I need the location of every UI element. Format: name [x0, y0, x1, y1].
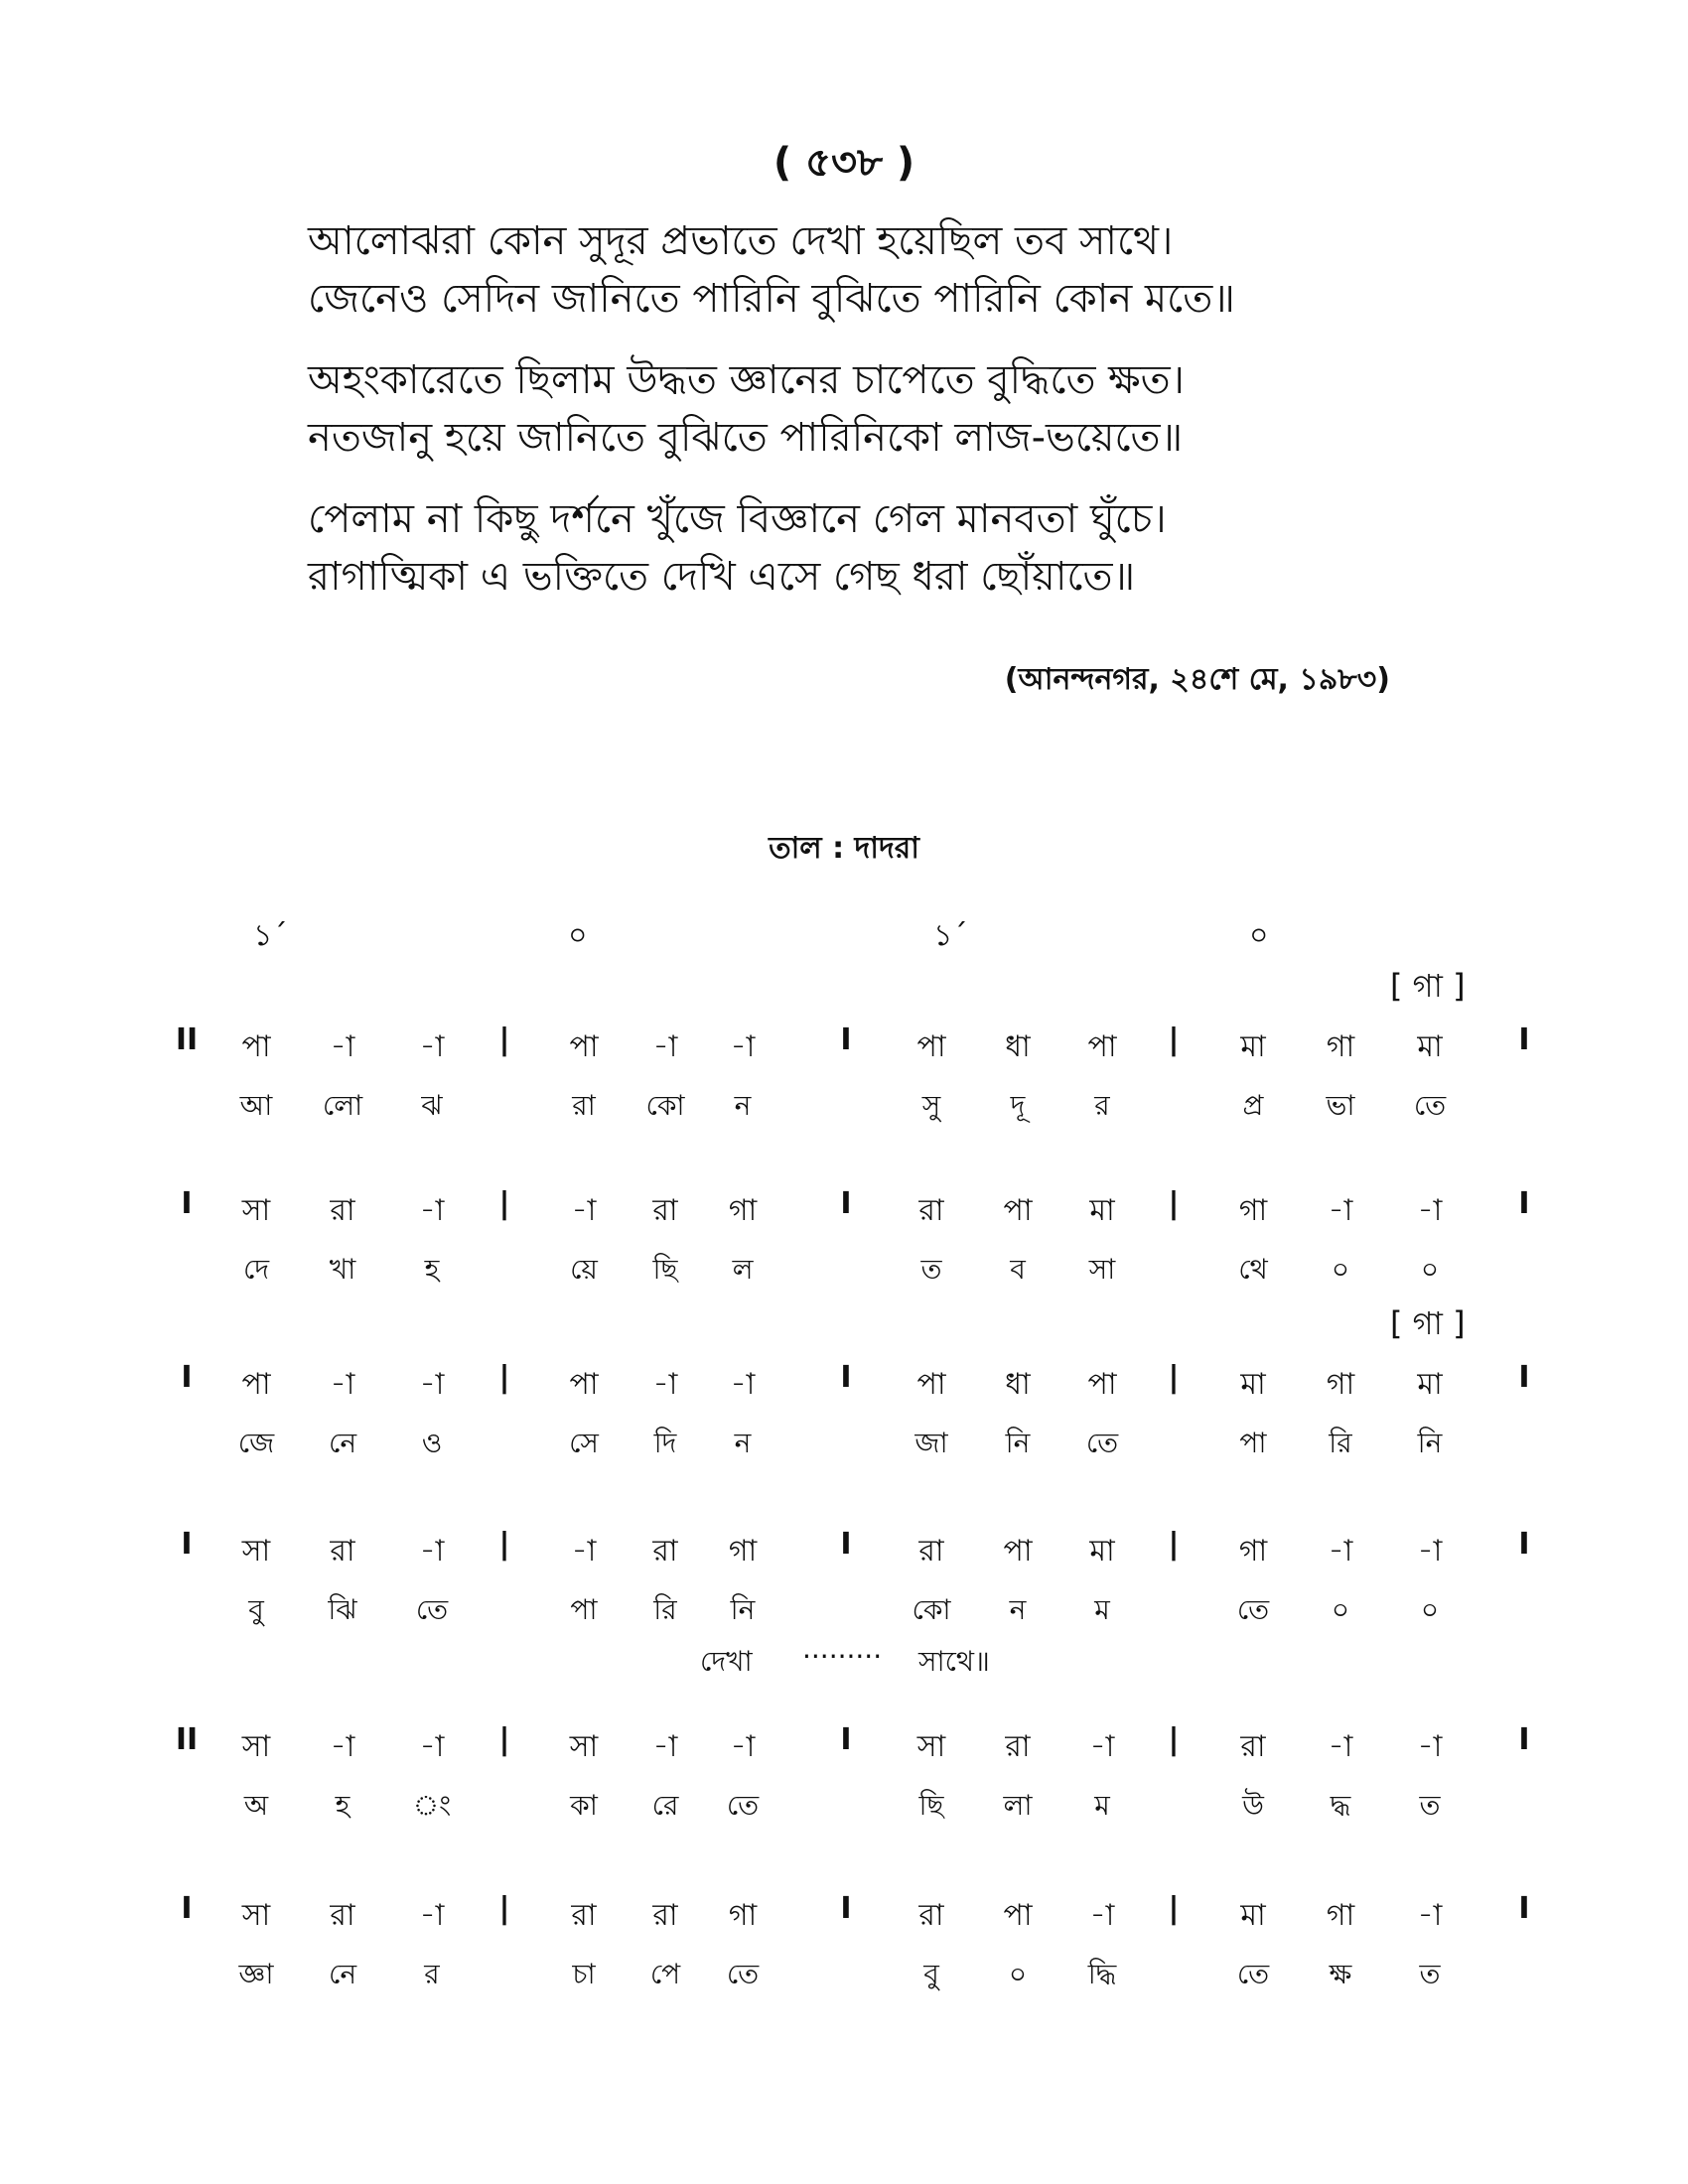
swara-note: গা — [1238, 1193, 1268, 1228]
swara-note: সা — [241, 1534, 271, 1569]
bar-line: I — [840, 1023, 852, 1057]
swara-note: গা — [1326, 1367, 1355, 1402]
beat-separator: | — [1168, 1186, 1180, 1221]
lyric-syllable: ন — [1009, 1593, 1027, 1626]
lyric-line: নতজানু হয়ে জানিতে বুঝিতে পারিনিকো লাজ-ভয়েতে॥ — [308, 415, 1184, 461]
bar-line: I — [840, 1891, 852, 1926]
swara-note: গা — [1238, 1534, 1268, 1569]
lyric-syllable: অ — [243, 1789, 269, 1822]
swara-note: -া — [419, 1534, 445, 1569]
bar-line: I — [840, 1527, 852, 1562]
lyric-syllable: নে — [328, 1427, 357, 1459]
bar-line: I — [181, 1186, 193, 1221]
swara-note: পা — [1003, 1534, 1033, 1569]
beat-separator: | — [498, 1360, 510, 1395]
swara-note: পা — [1087, 1367, 1117, 1402]
swara-note: -া — [330, 1029, 355, 1064]
beat-separator: | — [498, 1023, 510, 1057]
lyric-syllable: দ্ধ — [1330, 1789, 1351, 1822]
swara-note: মা — [1240, 1029, 1266, 1064]
lyric-syllable: হ — [335, 1789, 351, 1822]
swara-note: -া — [419, 1729, 445, 1764]
lyric-syllable: বু — [248, 1593, 264, 1626]
swara-note: মা — [1089, 1193, 1115, 1228]
lyric-syllable: দি — [653, 1427, 677, 1459]
swara-note: সা — [916, 1729, 946, 1764]
lyric-syllable: রে — [651, 1789, 679, 1822]
lyric-syllable: থে — [1238, 1253, 1268, 1286]
lyric-syllable: ঝ — [421, 1089, 443, 1122]
bar-line: I — [181, 1891, 193, 1926]
beat-separator: | — [498, 1722, 510, 1757]
lyric-syllable: ত — [920, 1253, 942, 1286]
bar-line: II — [175, 1722, 199, 1757]
lyric-line: রাগাত্মিকা এ ভক্তিতে দেখি এসে গেছ ধরা ছোঁয়াতে॥ — [308, 554, 1136, 600]
swara-note: মা — [1417, 1367, 1443, 1402]
swara-note: রা — [918, 1534, 944, 1569]
swara-note: -া — [1417, 1898, 1443, 1933]
swara-note: -া — [730, 1367, 756, 1402]
beat-separator: | — [1168, 1891, 1180, 1926]
lyric-syllable: র — [424, 1958, 440, 1990]
swara-note: রা — [918, 1193, 944, 1228]
lyric-syllable: পা — [1239, 1427, 1267, 1459]
taal-label: তাল : দাদরা — [769, 831, 919, 866]
swara-note: রা — [652, 1534, 678, 1569]
lyric-syllable: চা — [572, 1958, 596, 1990]
lyric-syllable-row — [0, 1422, 1688, 1461]
lyric-line: অহংকারেতে ছিলাম উদ্ধত জ্ঞানের চাপেতে বুদ্ধিতে ক্ষত। — [308, 357, 1185, 403]
summary-end: সাথে॥ — [918, 1645, 990, 1678]
stanza-2 — [308, 351, 1499, 467]
swara-note: পা — [916, 1029, 946, 1064]
swara-note: -া — [571, 1193, 597, 1228]
lyric-syllable: তে — [1085, 1427, 1119, 1459]
lyric-syllable: তে — [1236, 1958, 1270, 1990]
swara-row — [0, 1023, 1688, 1062]
stanza-1 — [308, 212, 1499, 328]
swara-note: সা — [241, 1729, 271, 1764]
swara-note: পা — [569, 1367, 599, 1402]
lyric-syllable: ন — [734, 1089, 752, 1122]
lyric-syllable: রি — [653, 1593, 677, 1626]
lyric-syllable: ং — [412, 1789, 452, 1822]
swara-note: রা — [571, 1898, 597, 1933]
swara-note: গা — [728, 1193, 758, 1228]
lyric-syllable: নে — [328, 1958, 357, 1990]
lyric-syllable: তে — [1413, 1089, 1447, 1122]
swara-note: পা — [1003, 1898, 1033, 1933]
lyric-syllable: নি — [1005, 1427, 1031, 1459]
lyric-syllable: ক্ষ — [1329, 1958, 1352, 1990]
swara-note: রা — [1240, 1729, 1266, 1764]
swara-note: -া — [652, 1367, 678, 1402]
bar-line: I — [840, 1186, 852, 1221]
lyric-syllable: ত — [1419, 1789, 1441, 1822]
swara-note: পা — [569, 1029, 599, 1064]
swara-note: -া — [419, 1193, 445, 1228]
lyric-syllable: লো — [322, 1089, 363, 1122]
lyric-syllable: রা — [572, 1089, 596, 1122]
lyric-syllable: জে — [237, 1427, 275, 1459]
beat-separator: | — [1168, 1722, 1180, 1757]
lyric-syllable: য়ে — [570, 1253, 598, 1286]
page-number: ( ৫৩৮ ) — [773, 140, 915, 186]
swara-note: -া — [1328, 1193, 1353, 1228]
swara-note: -া — [1328, 1729, 1353, 1764]
song-lyrics — [308, 212, 1499, 629]
swara-note: রা — [330, 1898, 355, 1933]
swara-row — [0, 1722, 1688, 1762]
lyric-syllable: ত — [1419, 1958, 1441, 1990]
bar-line: I — [1518, 1360, 1530, 1395]
swara-note: গা — [1326, 1898, 1355, 1933]
lyric-syllable: কা — [570, 1789, 598, 1822]
swara-note: ধা — [1005, 1367, 1031, 1402]
lyric-syllable: ম — [1094, 1593, 1110, 1626]
lyric-syllable: দূ — [1010, 1089, 1026, 1122]
swara-note: মা — [1240, 1367, 1266, 1402]
beat-separator: | — [498, 1891, 510, 1926]
swara-note: মা — [1240, 1898, 1266, 1933]
swara-note: পা — [241, 1029, 271, 1064]
swara-note: পা — [241, 1367, 271, 1402]
swara-note: ধা — [1005, 1029, 1031, 1064]
beat-mark: ০ — [1249, 918, 1269, 953]
swara-note: -া — [330, 1729, 355, 1764]
lyric-syllable: ল — [732, 1253, 754, 1286]
bar-line: I — [1518, 1527, 1530, 1562]
summary-start: দেখা — [700, 1645, 753, 1678]
swara-note: -া — [571, 1534, 597, 1569]
lyric-syllable: পে — [649, 1958, 681, 1990]
lyric-syllable: বু — [923, 1958, 939, 1990]
swara-note: গা — [728, 1534, 758, 1569]
lyric-syllable: ন — [734, 1427, 752, 1459]
lyric-syllable: নি — [1417, 1427, 1443, 1459]
swara-note: গা — [728, 1898, 758, 1933]
lyric-syllable: সু — [921, 1089, 941, 1122]
lyric-line: পেলাম না কিছু দর্শনে খুঁজে বিজ্ঞানে গেল মানবতা ঘুঁচে। — [308, 496, 1167, 542]
swara-note: -া — [419, 1898, 445, 1933]
bar-line: I — [181, 1527, 193, 1562]
lyric-syllable: ও — [421, 1427, 443, 1459]
lyric-syllable: ম — [1094, 1789, 1110, 1822]
swara-note: সা — [569, 1729, 599, 1764]
lyric-syllable: সা — [1088, 1253, 1116, 1286]
beat-mark: ১´ — [253, 918, 288, 953]
swara-note: -া — [730, 1729, 756, 1764]
swara-note: পা — [916, 1367, 946, 1402]
swara-note: -া — [1089, 1729, 1115, 1764]
swara-note: -া — [330, 1367, 355, 1402]
lyric-syllable: তে — [415, 1593, 449, 1626]
lyric-syllable: দে — [242, 1253, 270, 1286]
lyric-syllable-row — [0, 1784, 1688, 1824]
bar-line: I — [840, 1360, 852, 1395]
bracket-note: [ গা ] — [1390, 967, 1466, 1005]
swara-note: -া — [419, 1367, 445, 1402]
stanza-3 — [308, 490, 1499, 606]
lyric-syllable: জা — [914, 1427, 948, 1459]
swara-note: -া — [652, 1029, 678, 1064]
lyric-syllable: হ — [424, 1253, 440, 1286]
bracket-note: [ গা ] — [1390, 1304, 1466, 1342]
lyric-syllable: ছি — [918, 1789, 944, 1822]
lyric-syllable: ছি — [652, 1253, 678, 1286]
lyric-syllable-row — [0, 1084, 1688, 1124]
swara-note: রা — [652, 1193, 678, 1228]
lyric-syllable: প্র — [1242, 1089, 1264, 1122]
lyric-syllable: ০ — [1331, 1253, 1350, 1286]
swara-note: -া — [1417, 1534, 1443, 1569]
lyric-syllable: র — [1094, 1089, 1110, 1122]
swara-row — [0, 1360, 1688, 1400]
composition-note: (আনন্দনগর, ২৪শে মে, ১৯৮৩) — [1004, 662, 1390, 697]
lyric-syllable: সে — [569, 1427, 599, 1459]
lyric-syllable: ব — [1010, 1253, 1026, 1286]
swara-note: পা — [1003, 1193, 1033, 1228]
swara-note: মা — [1417, 1029, 1443, 1064]
lyric-syllable: খা — [329, 1253, 356, 1286]
beat-separator: | — [498, 1527, 510, 1562]
bar-line: I — [1518, 1722, 1530, 1757]
lyric-line: জেনেও সেদিন জানিতে পারিনি বুঝিতে পারিনি কোন মতে॥ — [308, 276, 1235, 322]
bar-line: I — [1518, 1186, 1530, 1221]
bar-line: I — [181, 1360, 193, 1395]
lyric-syllable-row — [0, 1588, 1688, 1628]
lyric-syllable: ভা — [1326, 1089, 1355, 1122]
beat-mark: ০ — [568, 918, 588, 953]
lyric-syllable: ০ — [1008, 1958, 1028, 1990]
beat-separator: | — [1168, 1527, 1180, 1562]
lyric-syllable: কো — [912, 1593, 951, 1626]
lyric-syllable-row — [0, 1953, 1688, 1992]
beat-separator: | — [1168, 1360, 1180, 1395]
lyric-syllable: নি — [730, 1593, 756, 1626]
lyric-syllable: লা — [1003, 1789, 1033, 1822]
swara-note: পা — [1087, 1029, 1117, 1064]
swara-note: রা — [1005, 1729, 1031, 1764]
lyric-line: আলোঝরা কোন সুদূর প্রভাতে দেখা হয়েছিল তব সাথে। — [308, 218, 1174, 264]
swara-note: -া — [419, 1029, 445, 1064]
swara-note: মা — [1089, 1534, 1115, 1569]
swara-note: -া — [1417, 1193, 1443, 1228]
lyric-syllable: তে — [726, 1958, 760, 1990]
lyric-syllable-row — [0, 1248, 1688, 1288]
swara-note: রা — [330, 1534, 355, 1569]
swara-note: গা — [1326, 1029, 1355, 1064]
lyric-syllable: ০ — [1331, 1593, 1350, 1626]
lyric-syllable: ঝি — [328, 1593, 357, 1626]
swara-note: -া — [1328, 1534, 1353, 1569]
beat-separator: | — [1168, 1023, 1180, 1057]
swara-note: রা — [652, 1898, 678, 1933]
lyric-syllable: তে — [726, 1789, 760, 1822]
swara-row — [0, 1527, 1688, 1567]
swara-note: -া — [1417, 1729, 1443, 1764]
lyric-syllable: কো — [645, 1089, 685, 1122]
swara-note: সা — [241, 1898, 271, 1933]
lyric-syllable: উ — [1242, 1789, 1264, 1822]
swara-row — [0, 1891, 1688, 1931]
bar-line: II — [175, 1023, 199, 1057]
lyric-syllable: ০ — [1420, 1593, 1440, 1626]
lyric-syllable: জ্ঞা — [238, 1958, 274, 1990]
bar-line: I — [1518, 1891, 1530, 1926]
swara-row — [0, 1186, 1688, 1226]
swara-note: -া — [652, 1729, 678, 1764]
lyric-syllable: আ — [239, 1089, 273, 1122]
bar-line: I — [1518, 1023, 1530, 1057]
swara-note: -া — [730, 1029, 756, 1064]
beat-mark: ১´ — [933, 918, 968, 953]
lyric-syllable: রি — [1329, 1427, 1352, 1459]
swara-note: রা — [330, 1193, 355, 1228]
lyric-syllable: পা — [570, 1593, 598, 1626]
summary-dots: ········· — [802, 1640, 883, 1673]
swara-note: রা — [918, 1898, 944, 1933]
swara-note: -া — [1089, 1898, 1115, 1933]
swara-note: সা — [241, 1193, 271, 1228]
beat-separator: | — [498, 1186, 510, 1221]
bar-line: I — [840, 1722, 852, 1757]
lyric-syllable: তে — [1236, 1593, 1270, 1626]
lyric-syllable: ০ — [1420, 1253, 1440, 1286]
lyric-syllable: দ্ধি — [1087, 1958, 1117, 1990]
